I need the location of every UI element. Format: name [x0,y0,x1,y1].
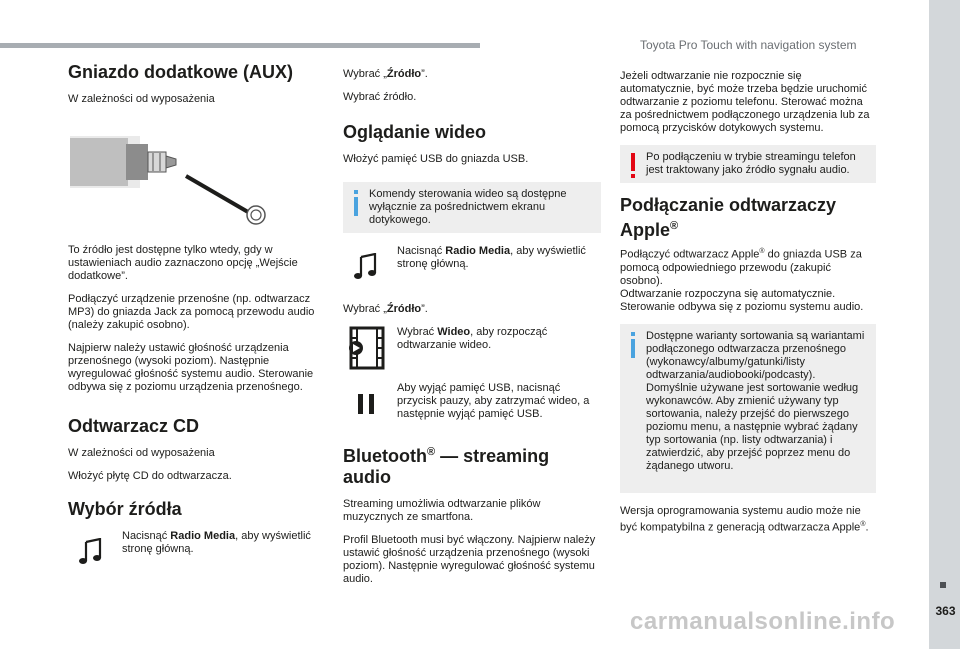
cd-equipment: W zależności od wyposażenia [68,447,215,459]
aux-paragraph-1: To źródło jest dostępne tylko wtedy, gdy w ustawieniach audio zaznaczono opcję „Wejście dodatkowe”. [68,244,298,282]
source-step-text: Nacisnąć Radio Media, aby wyświetlić stronę główną. [122,530,311,555]
video-step-3-text: Aby wyjąć pamięć USB, nacisnąć przycisk pauzy, aby zatrzymać wideo, a następnie wyjąć pamięć USB. [397,382,590,420]
aux-paragraph-2: Podłączyć urządzenie przenośne (np. odtwarzacz MP3) do gniazda Jack za pomocą przewodu audio (należy zakupić osobno). [68,293,315,331]
aux-jack-illustration [68,116,273,226]
sorting-info-note: Dostępne warianty sortowania są wariantami podłączonego odtwarzacza przenośnego (wykonawcy/albumy/gatunki/listy odtwarzania/audiobooki/podcasty). Domyślnie używane jest sortowanie według wykonawców. Aby zmienić używany typ sortowania, należy przejść do pierwszego poziomu menu, a następnie wybrać żądany typ sortowania (np. listy odtwarzania) i zatwierdzić, aby przejść poprzez menu do żądanego utworu. [620,324,876,493]
column-1 [68,62,328,586]
cd-paragraph: Włożyć płytę CD do odtwarzacza. [68,470,232,482]
header-rule [0,43,480,48]
bluetooth-title: Bluetooth® — streaming audio [343,446,550,487]
video-step-3 [343,382,601,426]
select-source: Wybrać „Źródło”. [343,68,428,80]
pause-icon [343,382,389,426]
column-3 [620,70,876,544]
info-icon [629,332,637,362]
aux-equipment: W zależności od wyposażenia [68,93,215,105]
header-title: Toyota Pro Touch with navigation system [640,38,857,52]
video-info-note: Komendy sterowania wideo są dostępne wyłącznie za pośrednictwem ekranu dotykowego. [343,182,601,233]
music-note-icon [343,245,389,289]
aux-paragraph-3: Najpierw należy ustawić głośność urządzenia przenośnego (wysoki poziom). Następnie wyregulować głośność systemu audio. Sterowanie odbywa się z poziomu urządzenia przenośnego. [68,342,314,393]
continue-marker [940,582,946,588]
source-title: Wybór źródła [68,499,182,519]
version-paragraph: Wersja oprogramowania systemu audio może nie być kompatybilna z generacją odtwarzacza Apple®. [620,504,869,534]
music-note-icon [68,530,114,574]
streaming-paragraph: Jeżeli odtwarzanie nie rozpocznie się automatycznie, być może trzeba będzie uruchomić odtwarzanie z poziomu telefonu. Sterować można za pośrednictwem podłączonego urządzenia lub za pomocą przycisków dotykowych systemu. [620,70,870,134]
page-number: 363 [935,604,956,618]
video-paragraph: Włożyć pamięć USB do gniazda USB. [343,153,529,165]
bluetooth-paragraph-2: Profil Bluetooth musi być włączony. Najpierw należy ustawić głośność urządzenia przenośnego (wysoki poziom). Następnie wyregulować głośność systemu audio. [343,534,596,585]
video-title: Oglądanie wideo [343,122,487,142]
select-source-3: Wybrać „Źródło”. [343,303,428,315]
source-step [68,530,328,574]
video-step-1 [343,245,601,289]
apple-paragraph-1: Podłączyć odtwarzacz Apple® do gniazda USB za pomocą odpowiedniego przewodu (zakupić osobno). [620,248,862,287]
watermark: carmanualsonline.info [630,608,896,635]
cd-title: Odtwarzacz CD [68,416,200,436]
select-source-2: Wybrać źródło. [343,91,417,103]
info-icon [352,190,360,220]
video-step-1-text: Nacisnąć Radio Media, aby wyświetlić stronę główną. [397,245,586,270]
video-film-icon [343,326,389,370]
video-step-2 [343,326,601,370]
side-tab [929,0,960,649]
video-step-2-text: Wybrać Wideo, aby rozpocząć odtwarzanie wideo. [397,326,548,351]
apple-paragraph-2: Odtwarzanie rozpoczyna się automatycznie. Sterowanie odbywa się z poziomu systemu audio. [620,287,864,313]
column-2 [343,68,601,596]
streaming-warning-note: Po podłączeniu w trybie streamingu telefon jest traktowany jako źródło sygnału audio. [620,145,876,183]
aux-title: Gniazdo dodatkowe (AUX) [68,62,293,82]
bluetooth-paragraph-1: Streaming umożliwia odtwarzanie plików muzycznych ze smartfona. [343,498,541,523]
warning-icon [629,153,637,183]
apple-title: Podłączanie odtwarzaczy Apple® [620,195,837,240]
